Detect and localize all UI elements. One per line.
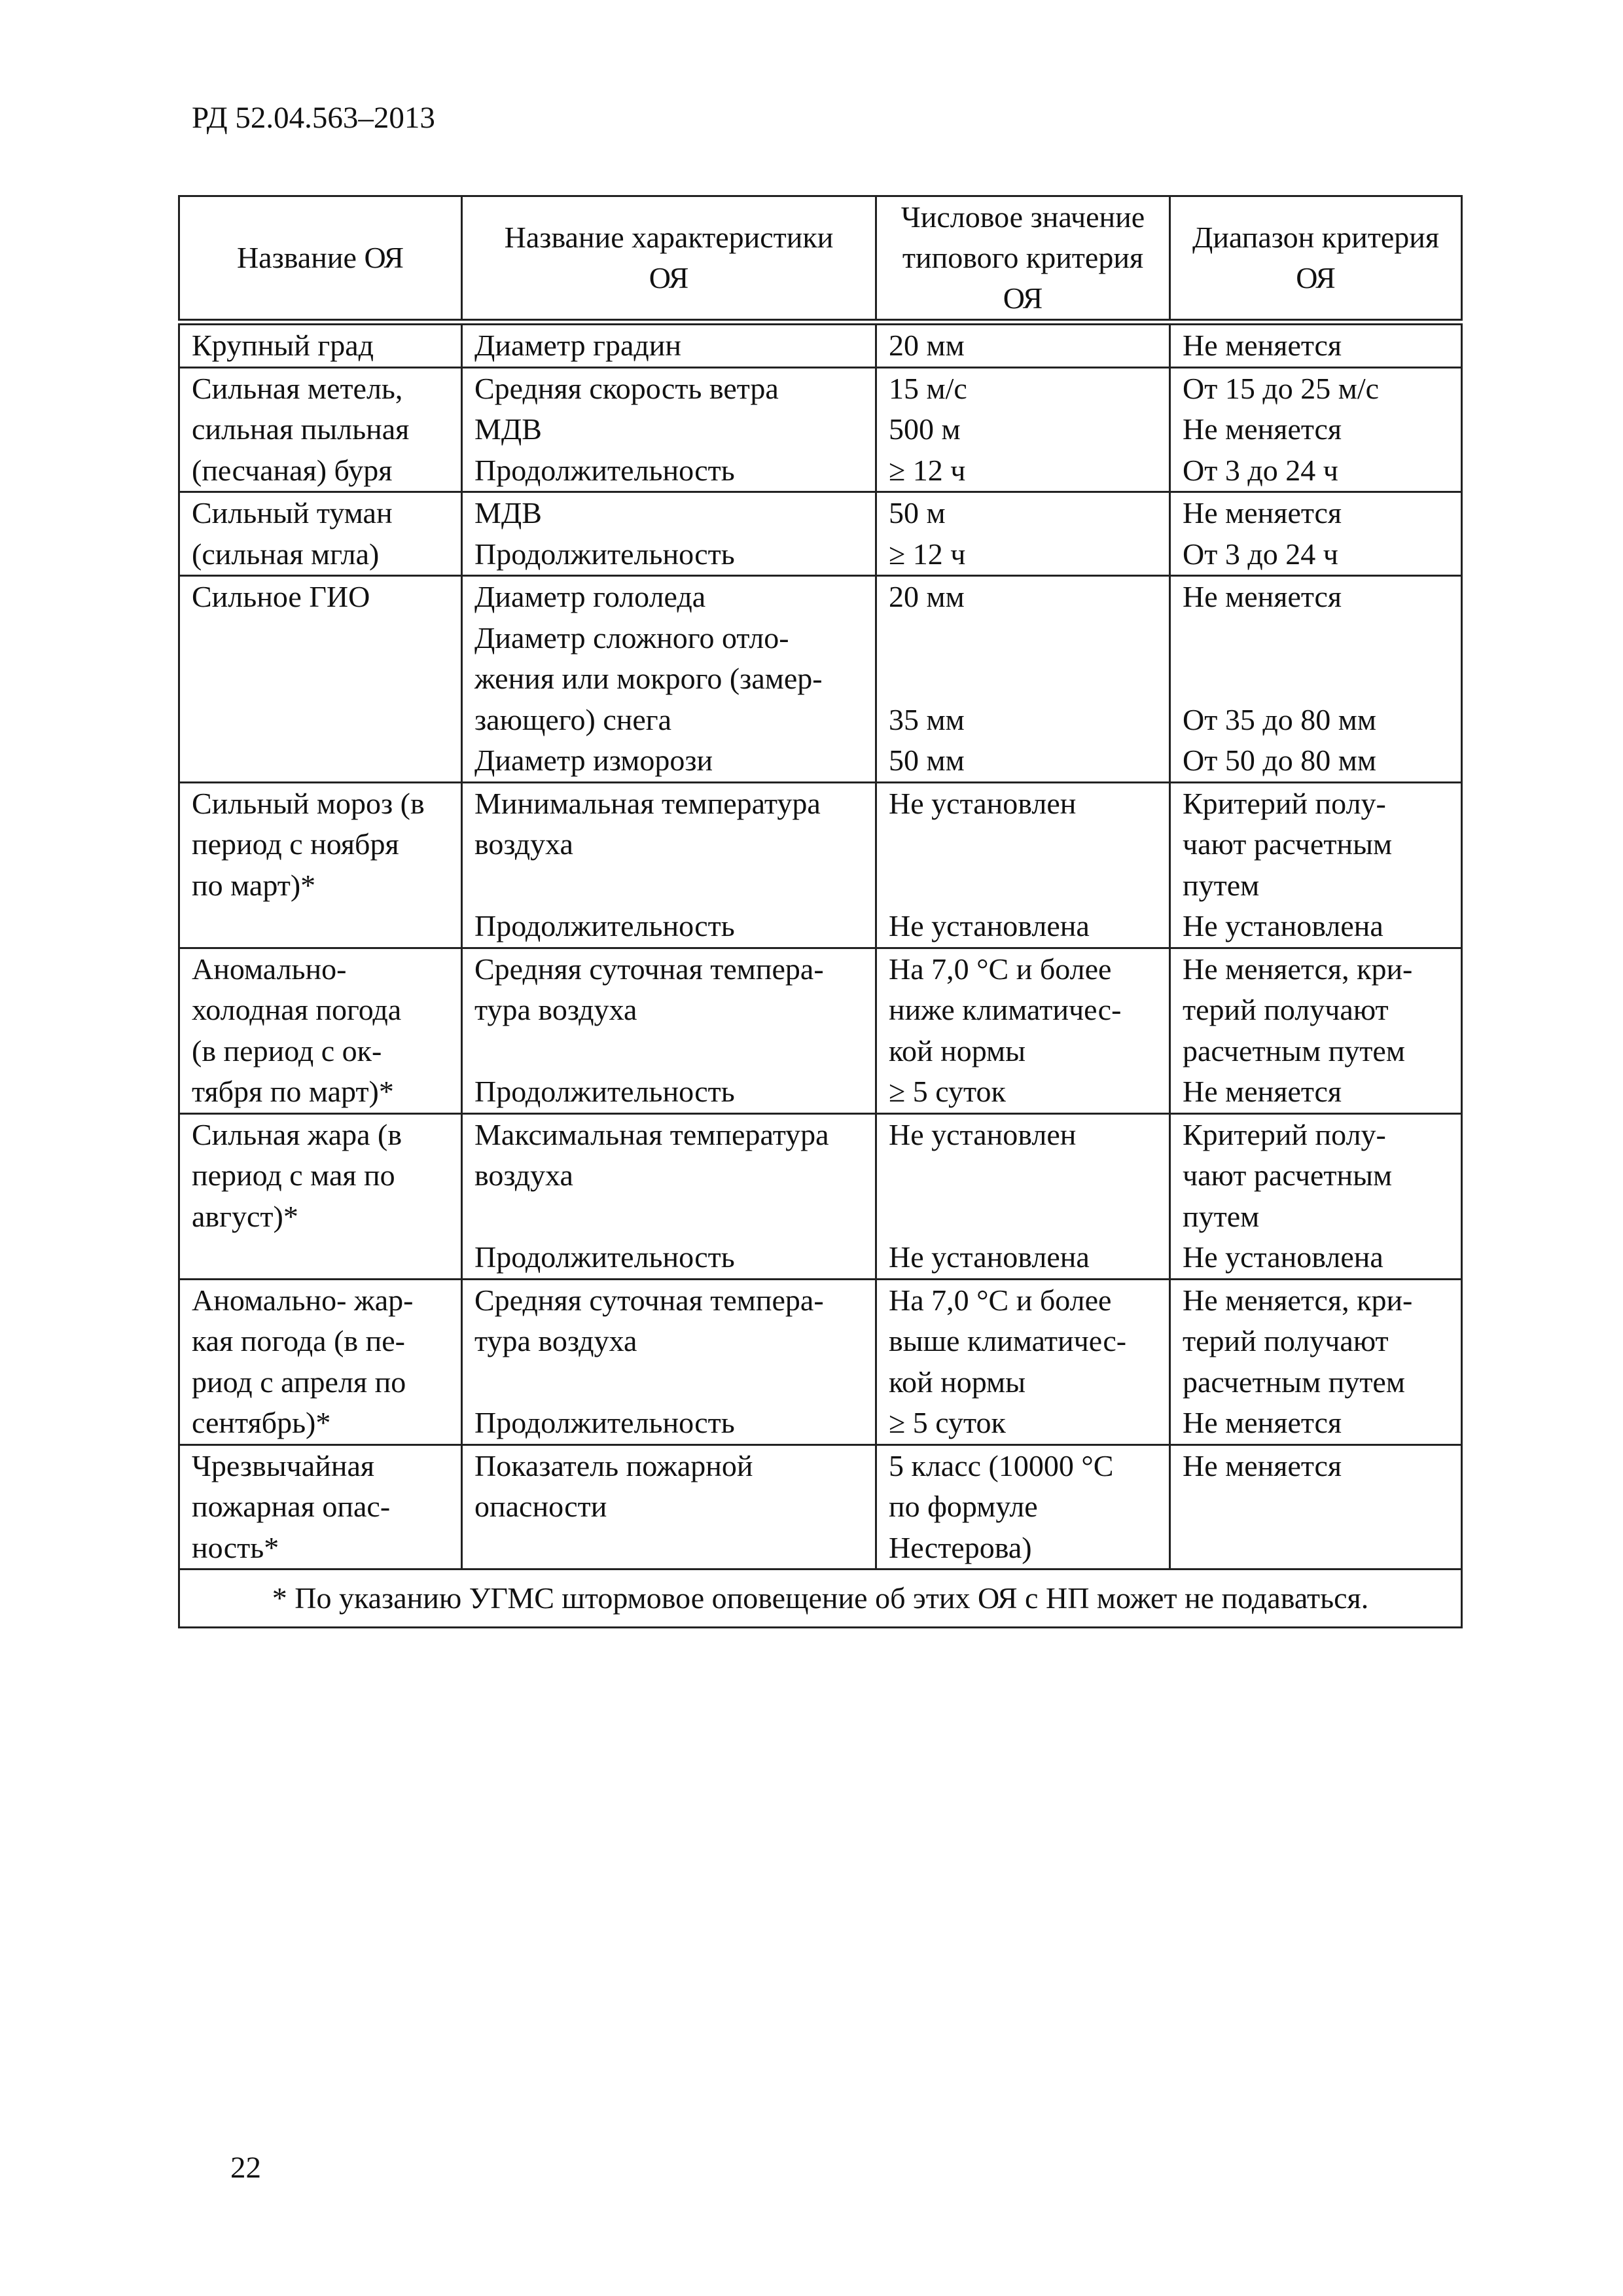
table-row: [179, 1444, 1462, 1570]
footnote-row: [179, 1570, 1462, 1628]
cell-line: путем: [1183, 868, 1260, 902]
document-header: РД 52.04.563–2013: [192, 101, 435, 135]
cell-line: [474, 865, 863, 906]
cell-line: Продолжительность: [474, 1240, 735, 1274]
table-row: [179, 367, 1462, 492]
cell-line: август)*: [192, 1199, 298, 1233]
cell-line: 5 класс (10000 °С: [889, 1448, 1114, 1482]
cell-line: [889, 1155, 1157, 1196]
footnote: * По указанию УГМС штормовое оповещение об этих ОЯ с НП может не подаваться.: [179, 1570, 1462, 1628]
typical-value-cell: [876, 1444, 1170, 1570]
cell-line: [192, 740, 449, 781]
cell-line: риод с апреля по: [192, 1365, 406, 1399]
cell-line: период с ноября: [192, 827, 399, 861]
cell-line: Сильная жара (в: [192, 1117, 402, 1151]
cell-line: От 15 до 25 м/с: [1183, 371, 1380, 405]
characteristic-cell: [462, 492, 876, 576]
cell-line: [474, 1031, 863, 1072]
cell-line: Не меняется: [1183, 496, 1342, 529]
cell-line: [474, 1196, 863, 1238]
cell-line: Продолжительность: [474, 909, 735, 942]
cell-line: Не установлен: [889, 1117, 1077, 1151]
cell-line: МДВ: [474, 412, 542, 446]
header-characteristic-name: [462, 196, 876, 323]
cell-line: Диаметр сложного отло-: [474, 620, 789, 655]
header-line: Название ОЯ: [236, 241, 404, 274]
table-body: [179, 322, 1462, 1570]
cell-line: 15 м/с: [889, 371, 967, 405]
cell-line: 500 м: [889, 412, 961, 446]
cell-line: 50 мм: [889, 744, 965, 777]
cell-line: [889, 658, 1157, 700]
cell-line: ниже климатичес-: [889, 993, 1122, 1026]
typical-value-cell: [876, 1279, 1170, 1444]
cell-line: ность*: [192, 1530, 279, 1564]
cell-line: Сильная метель,: [192, 371, 403, 405]
cell-line: [192, 1237, 449, 1278]
criterion-range-cell: [1170, 1113, 1462, 1279]
cell-line: Не установлена: [889, 1240, 1090, 1274]
cell-line: ≥ 12 ч: [889, 537, 966, 571]
cell-line: 35 мм: [889, 702, 965, 736]
typical-value-cell: [876, 322, 1170, 367]
typical-value-cell: [876, 782, 1170, 948]
cell-line: чают расчетным: [1183, 827, 1393, 861]
header-line: ОЯ: [649, 261, 689, 295]
characteristic-cell: [462, 1444, 876, 1570]
header-line: ОЯ: [1296, 261, 1336, 295]
cell-line: зающего) снега: [474, 702, 672, 736]
cell-line: кая погода (в пе-: [192, 1324, 405, 1357]
cell-line: путем: [1183, 1199, 1260, 1233]
cell-line: по март)*: [192, 868, 316, 902]
criterion-range-cell: [1170, 492, 1462, 576]
cell-line: период с мая по: [192, 1158, 395, 1192]
page-number: 22: [230, 2151, 261, 2185]
cell-line: выше климатичес-: [889, 1324, 1127, 1357]
cell-line: опасности: [474, 1490, 607, 1523]
cell-line: Средняя суточная темпера-: [474, 1283, 824, 1317]
event-name-cell: [179, 1113, 462, 1279]
cell-line: [889, 1196, 1157, 1238]
event-name-cell: [179, 782, 462, 948]
characteristic-cell: [462, 576, 876, 783]
cell-line: кой нормы: [889, 1033, 1026, 1067]
table-row: [179, 1113, 1462, 1279]
cell-line: Крупный град: [192, 329, 374, 362]
cell-line: Не меняется: [1183, 1448, 1342, 1482]
criterion-range-cell: [1170, 367, 1462, 492]
cell-line: Сильный туман: [192, 496, 393, 529]
event-name-cell: [179, 576, 462, 783]
header-line: типового критерия: [902, 241, 1144, 274]
cell-line: холодная погода: [192, 993, 402, 1026]
cell-line: (в период с ок-: [192, 1033, 382, 1067]
cell-line: Продолжительность: [474, 453, 735, 487]
typical-value-cell: [876, 576, 1170, 783]
cell-line: От 3 до 24 ч: [1183, 453, 1338, 487]
cell-line: Диаметр гололеда: [474, 580, 706, 613]
cell-line: Средняя суточная темпера-: [474, 952, 824, 986]
header-line: Числовое значение: [901, 200, 1145, 234]
cell-line: сентябрь)*: [192, 1406, 331, 1439]
cell-line: [192, 700, 449, 741]
typical-value-cell: [876, 367, 1170, 492]
cell-line: [192, 906, 449, 947]
characteristic-cell: [462, 1279, 876, 1444]
cell-line: чают расчетным: [1183, 1158, 1393, 1192]
cell-line: 50 м: [889, 496, 946, 529]
typical-value-cell: [876, 1113, 1170, 1279]
cell-line: кой нормы: [889, 1365, 1026, 1399]
event-name-cell: [179, 492, 462, 576]
cell-line: Не меняется: [1183, 329, 1342, 362]
cell-line: Сильное ГИО: [192, 580, 370, 613]
table-row: [179, 782, 1462, 948]
cell-line: тура воздуха: [474, 1324, 637, 1357]
cell-line: терий получают: [1183, 993, 1389, 1026]
cell-line: Аномально-: [192, 952, 347, 986]
characteristic-cell: [462, 1113, 876, 1279]
criterion-range-cell: [1170, 576, 1462, 783]
typical-value-cell: [876, 948, 1170, 1113]
cell-line: От 3 до 24 ч: [1183, 537, 1338, 571]
cell-line: От 35 до 80 мм: [1183, 702, 1376, 736]
header-line: Название характеристики: [504, 221, 834, 254]
cell-line: расчетным путем: [1183, 1033, 1405, 1067]
header-line: ОЯ: [1003, 281, 1043, 315]
cell-line: Не меняется, кри-: [1183, 1283, 1413, 1317]
cell-line: Аномально- жар-: [192, 1283, 414, 1317]
table-row: [179, 492, 1462, 576]
cell-line: тября по март)*: [192, 1075, 394, 1108]
header-line: Диапазон критерия: [1192, 221, 1440, 254]
cell-line: Не установлена: [889, 909, 1090, 942]
table-row: [179, 1279, 1462, 1444]
cell-line: сильная пыльная: [192, 412, 410, 446]
cell-line: (песчаная) буря: [192, 453, 393, 487]
header-typical-value: [876, 196, 1170, 323]
cell-line: [889, 865, 1157, 906]
cell-line: Критерий полу-: [1183, 786, 1386, 820]
cell-line: Продолжительность: [474, 1075, 735, 1108]
cell-line: расчетным путем: [1183, 1365, 1405, 1399]
cell-line: Продолжительность: [474, 537, 735, 571]
cell-line: ≥ 5 суток: [889, 1406, 1006, 1439]
cell-line: тура воздуха: [474, 993, 637, 1026]
cell-line: Нестерова): [889, 1530, 1032, 1564]
header-row: [179, 196, 1462, 323]
cell-line: Не меняется: [1183, 1075, 1342, 1108]
event-name-cell: [179, 948, 462, 1113]
characteristic-cell: [462, 322, 876, 367]
cell-line: Средняя скорость ветра: [474, 371, 779, 405]
criterion-range-cell: [1170, 1279, 1462, 1444]
event-name-cell: [179, 367, 462, 492]
cell-line: МДВ: [474, 496, 542, 529]
cell-line: Минимальная температура: [474, 786, 821, 820]
characteristic-cell: [462, 367, 876, 492]
cell-line: [474, 1362, 863, 1403]
header-event-name: [179, 196, 462, 323]
characteristic-cell: [462, 782, 876, 948]
table-header: [179, 196, 1462, 323]
cell-line: пожарная опас-: [192, 1490, 391, 1523]
cell-line: 20 мм: [889, 580, 965, 613]
event-name-cell: [179, 1444, 462, 1570]
table-row: [179, 576, 1462, 783]
event-name-cell: [179, 322, 462, 367]
cell-line: Не меняется: [1183, 412, 1342, 446]
event-name-cell: [179, 1279, 462, 1444]
cell-line: [889, 618, 1157, 659]
cell-line: Диаметр изморози: [474, 744, 713, 777]
cell-line: [1183, 658, 1449, 700]
header-criterion-range: [1170, 196, 1462, 323]
typical-value-cell: [876, 492, 1170, 576]
cell-line: (сильная мгла): [192, 537, 380, 571]
cell-line: На 7,0 °С и более: [889, 1283, 1112, 1317]
criterion-range-cell: [1170, 1444, 1462, 1570]
criterion-range-cell: [1170, 782, 1462, 948]
cell-line: жения или мокрого (замер-: [474, 662, 823, 695]
cell-line: Не установлен: [889, 786, 1077, 820]
cell-line: терий получают: [1183, 1324, 1389, 1357]
cell-line: ≥ 12 ч: [889, 453, 966, 487]
cell-line: воздуха: [474, 827, 573, 861]
cell-line: Чрезвычайная: [192, 1448, 375, 1482]
cell-line: [192, 618, 449, 659]
table-row: [179, 948, 1462, 1113]
cell-line: Не установлена: [1183, 909, 1383, 942]
cell-line: Критерий полу-: [1183, 1117, 1386, 1151]
cell-line: Не меняется: [1183, 1406, 1342, 1439]
cell-line: Не меняется: [1183, 580, 1342, 613]
criterion-range-cell: [1170, 948, 1462, 1113]
cell-line: по формуле: [889, 1490, 1038, 1523]
cell-line: Максимальная температура: [474, 1117, 829, 1151]
cell-line: воздуха: [474, 1158, 573, 1192]
cell-line: Продолжительность: [474, 1406, 735, 1439]
cell-line: Показатель пожарной: [474, 1448, 753, 1482]
characteristic-cell: [462, 948, 876, 1113]
cell-line: 20 мм: [889, 329, 965, 362]
cell-line: Не установлена: [1183, 1240, 1383, 1274]
cell-line: [1183, 618, 1449, 659]
table-row: [179, 322, 1462, 367]
cell-line: ≥ 5 суток: [889, 1075, 1006, 1108]
cell-line: [192, 658, 449, 700]
cell-line: На 7,0 °С и более: [889, 952, 1112, 986]
cell-line: [889, 824, 1157, 865]
criteria-table: [178, 195, 1463, 1628]
cell-line: Диаметр градин: [474, 329, 682, 362]
criterion-range-cell: [1170, 322, 1462, 367]
cell-line: Сильный мороз (в: [192, 786, 425, 820]
cell-line: От 50 до 80 мм: [1183, 744, 1376, 777]
cell-line: Не меняется, кри-: [1183, 952, 1413, 986]
